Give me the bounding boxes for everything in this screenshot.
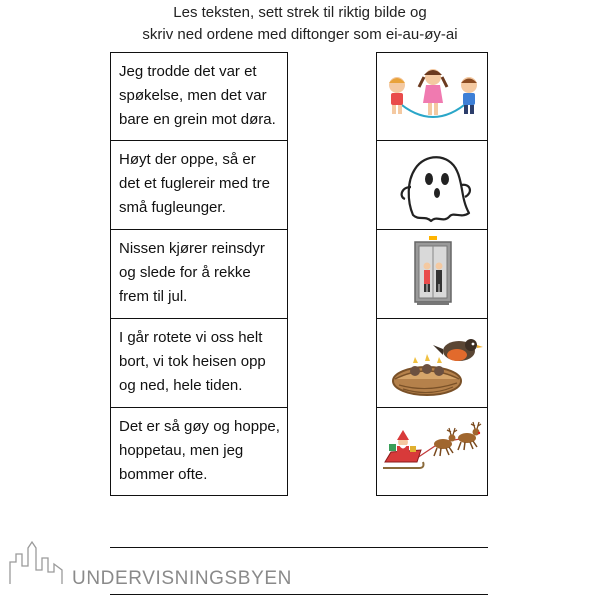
instruction-line-1: Les teksten, sett strek til riktig bilde og [173,4,427,21]
sentence-line: små fugleunger. [119,199,226,216]
instruction-text [0,2,600,46]
sentence-line: spøkelse, men det var [119,87,267,104]
sentence-line: frem til jul. [119,288,188,305]
sentence-line: I går rotete vi oss helt [119,329,263,346]
sentence-line: bort, vi tok heisen opp [119,353,266,370]
picture-box-2[interactable] [376,140,488,230]
sentence-box-1[interactable] [110,52,288,141]
sentence-line: hoppetau, men jeg [119,442,244,459]
sentence-line: og ned, hele tiden. [119,377,243,394]
sentence-line: Høyt der oppe, så er [119,151,256,168]
city-skyline-icon [8,540,70,586]
sentence-line: Jeg trodde det var et [119,63,257,80]
elevator-icon [377,230,488,319]
sentence-line: det et fuglereir med tre [119,175,270,192]
kids-jump-rope-icon [377,53,488,141]
sentence-box-3[interactable] [110,229,288,319]
ghost-icon [377,141,488,230]
instruction-line-2: skriv ned ordene med diftonger som ei-au-øy-ai [142,26,458,43]
sentence-box-4[interactable] [110,318,288,408]
santa-sleigh-reindeer-icon [377,408,488,496]
sentence-line: og slede for å rekke [119,264,251,281]
sentence-line: Det er så gøy og hoppe, [119,418,280,435]
picture-box-3[interactable] [376,229,488,319]
sentence-box-5[interactable] [110,407,288,496]
answer-line-2[interactable] [110,594,488,595]
sentence-line: bare en grein mot døra. [119,111,276,128]
sentence-box-2[interactable] [110,140,288,230]
picture-box-5[interactable] [376,407,488,496]
picture-box-1[interactable] [376,52,488,141]
bird-nest-icon [377,319,488,408]
sentence-line: bommer ofte. [119,466,208,483]
sentence-line: Nissen kjører reinsdyr [119,240,265,257]
brand-name: UNDERVISNINGSBYEN [72,568,292,589]
answer-line-1[interactable] [110,547,488,548]
picture-box-4[interactable] [376,318,488,408]
